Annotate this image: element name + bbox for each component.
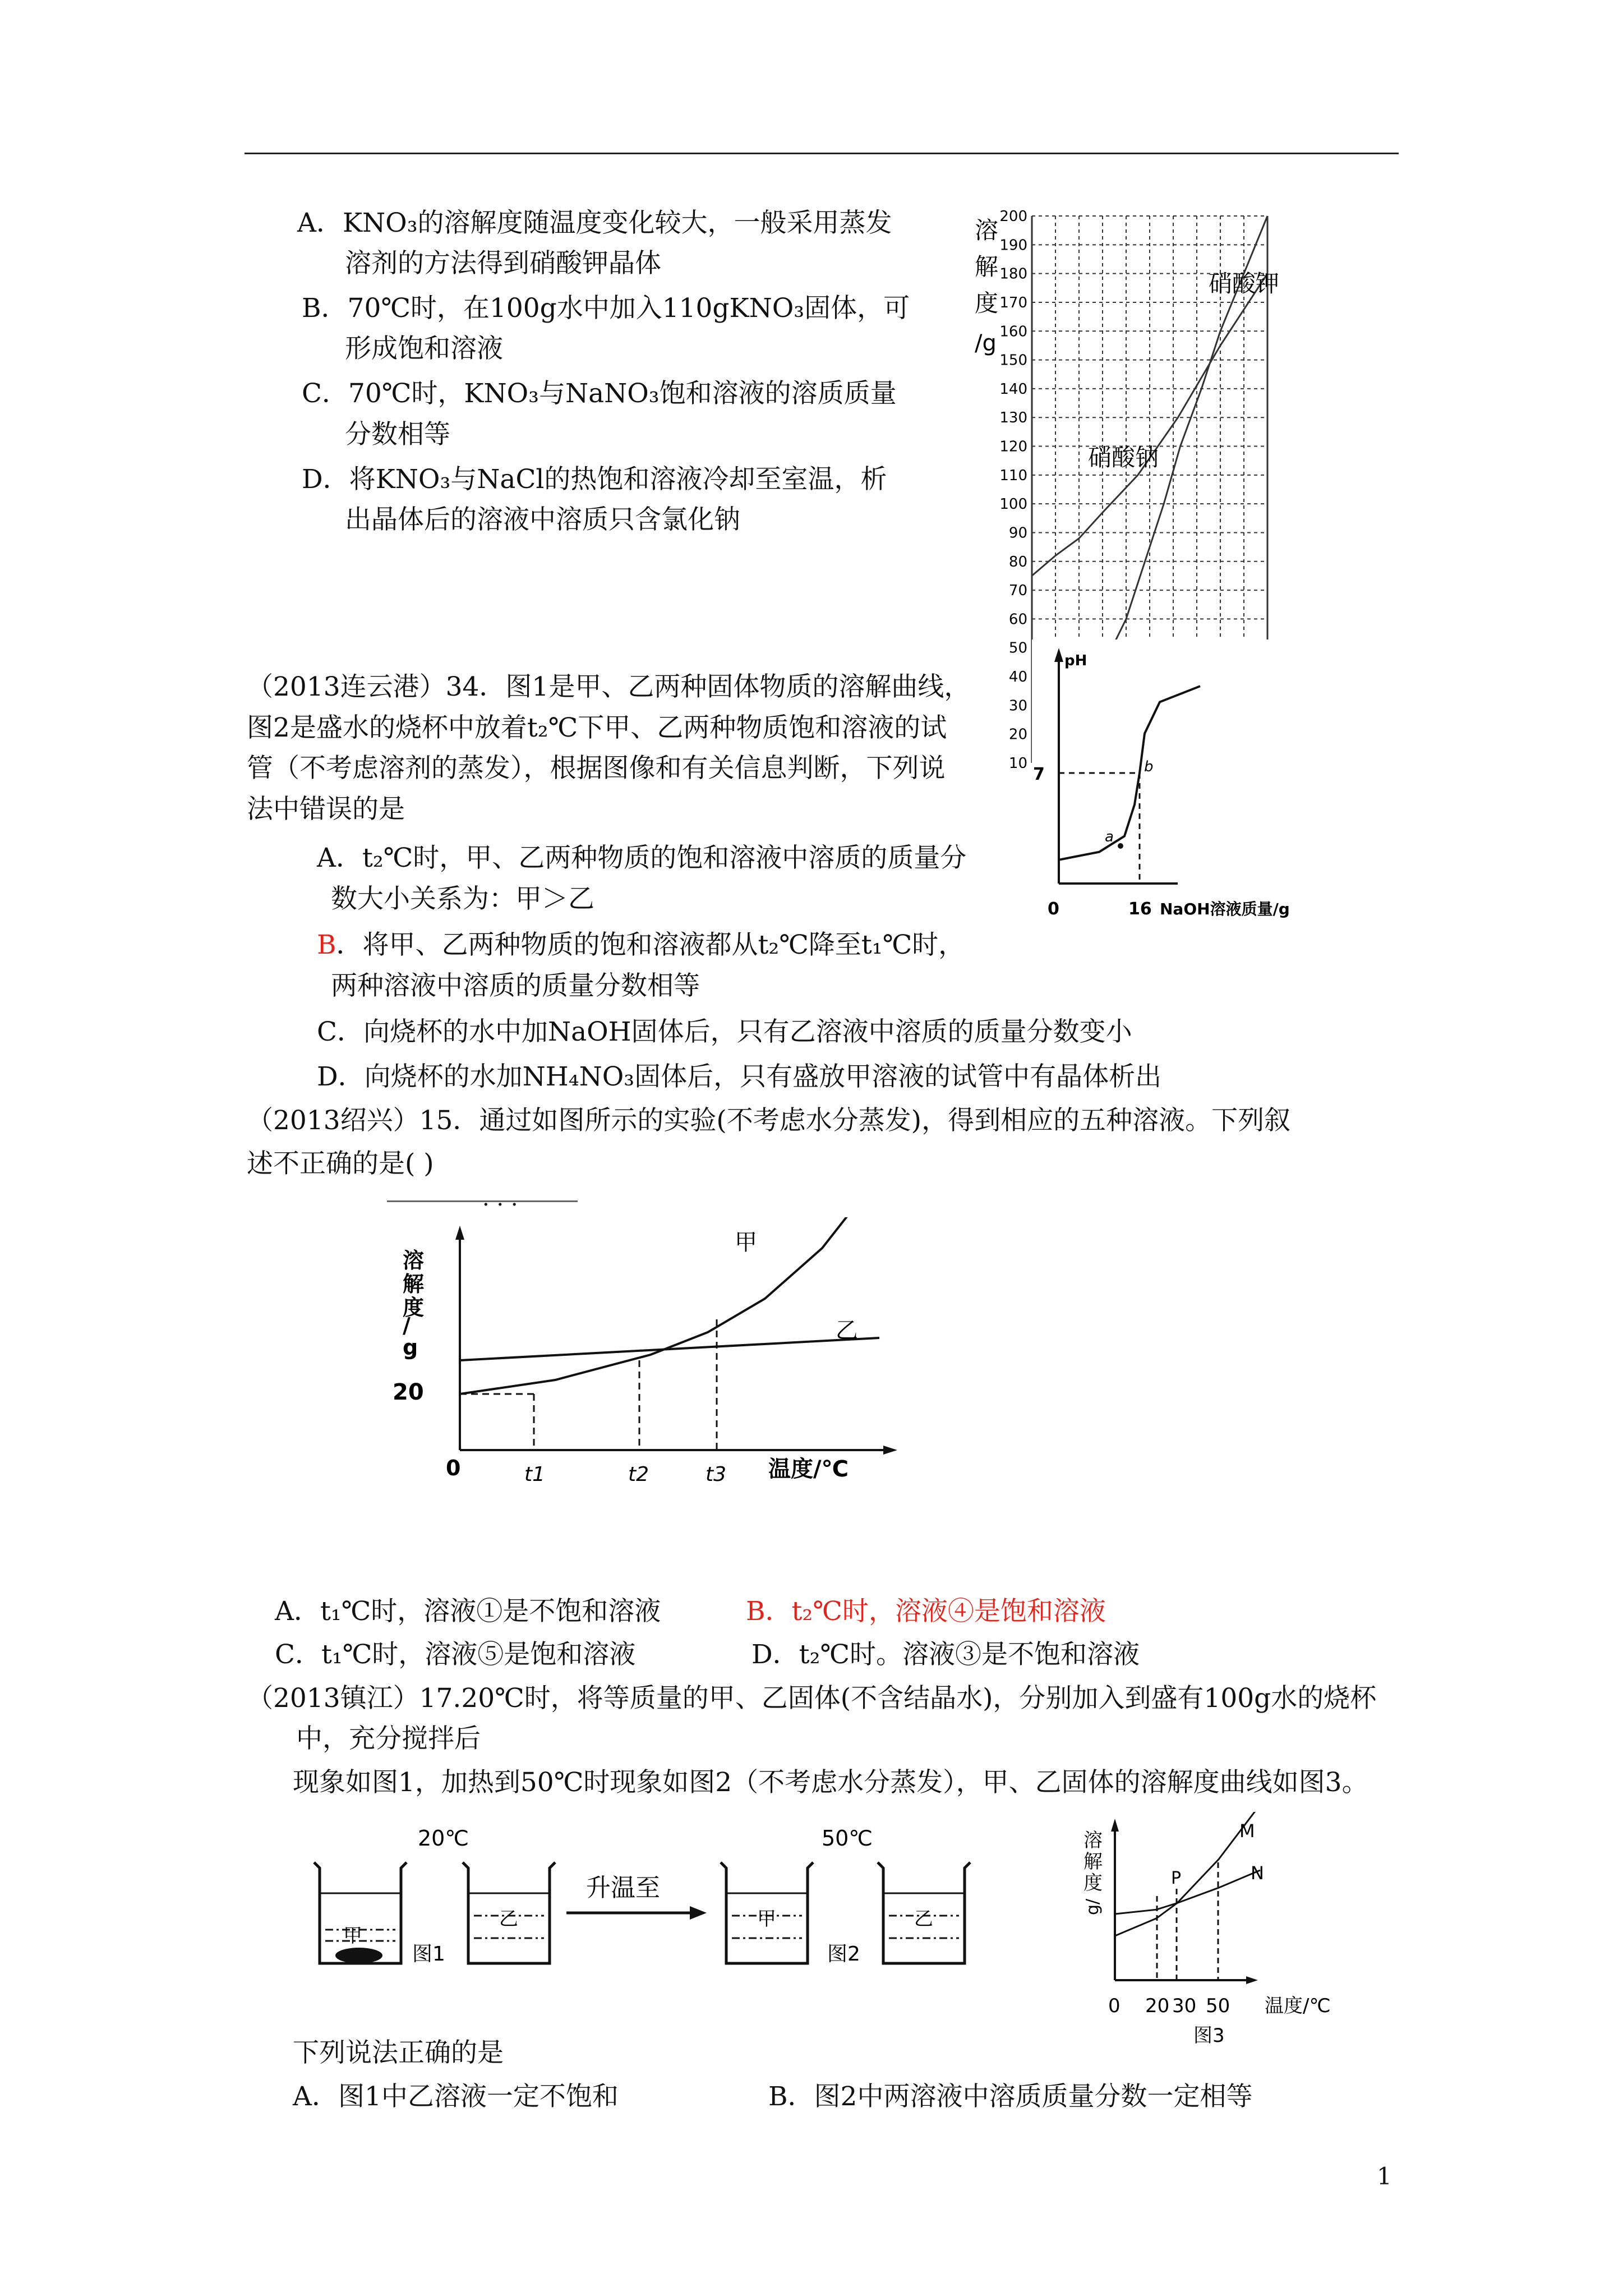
chart3-x-arrow xyxy=(883,1446,897,1455)
chart4-series-m-line xyxy=(1115,1812,1260,1936)
chart1-y-tick: 30 xyxy=(1008,697,1027,715)
chart1-ylabel-char-2: 解 xyxy=(975,253,999,280)
chart3-solubility xyxy=(387,1217,909,1487)
q2-intro-line2: 图2是盛水的烧杯中放着t₂℃下甲、乙两种物质饱和溶液的试 xyxy=(247,712,947,743)
chart1-ylabel-char-1: 溶 xyxy=(975,217,999,244)
q2-intro-line1: （2013连云港）34．图1是甲、乙两种固体物质的溶解曲线， xyxy=(247,671,971,702)
q2-intro-line3: 管（不考虑溶剂的蒸发），根据图像和有关信息判断，下列说 xyxy=(247,753,946,784)
chart3-tick-y20: 20 xyxy=(393,1379,424,1405)
chart3-label-yi: 乙 xyxy=(836,1318,858,1343)
chart4-ylabel-4: g/ xyxy=(1083,1898,1103,1915)
chart1-y-tick: 200 xyxy=(999,208,1027,225)
chart1-y-tick: 120 xyxy=(999,438,1027,455)
chart1-y-tick: 50 xyxy=(1008,639,1027,657)
chart3-tick-t3: t3 xyxy=(706,1463,727,1486)
page-number: 1 xyxy=(1377,2162,1392,2190)
chart1-y-tick: 40 xyxy=(1008,669,1027,686)
chart1-y-tick: 190 xyxy=(999,237,1027,254)
chart1-y-tick: 100 xyxy=(999,496,1027,513)
beaker-3-jia xyxy=(721,1862,813,1963)
q2-intro-line4: 法中错误的是 xyxy=(247,794,405,825)
q1-option-b-line1: B．70℃时，在100g水中加入110gKNO₃固体，可 xyxy=(302,293,910,324)
q4-intro-line3: 现象如图1，加热到50℃时现象如图2（不考虑水分蒸发），甲、乙固体的溶解度曲线如图3。 xyxy=(293,1767,1368,1798)
chart1-y-tick: 70 xyxy=(1008,582,1027,600)
chart1-y-tick: 110 xyxy=(999,467,1027,484)
chart1-y-tick: 140 xyxy=(999,380,1027,398)
chart4-tick-50: 50 xyxy=(1206,1995,1230,2017)
chart1-ylabel-char-3: 度 xyxy=(975,289,999,317)
beaker-4-label: 乙 xyxy=(914,1908,933,1930)
q4-option-b: B．图2中两溶液中溶质质量分数一定相等 xyxy=(768,2081,1253,2112)
chart2-tick-x16: 16 xyxy=(1128,899,1152,919)
chart4-solubility-mn xyxy=(1071,1812,1374,2059)
q4-prompt: 下列说法正确的是 xyxy=(293,2037,504,2068)
chart3-ylabel-1: 溶 xyxy=(403,1248,425,1273)
q1-option-d-line1: D．将KNO₃与NaCl的热饱和溶液冷却至室温，析 xyxy=(302,464,887,495)
chart4-tick-0: 0 xyxy=(1108,1995,1121,2017)
beaker-4-yi xyxy=(878,1862,970,1963)
q1-option-a-line1: A．KNO₃的溶解度随温度变化较大，一般采用蒸发 xyxy=(297,208,892,238)
q3-option-c: C．t₁℃时，溶液⑤是饱和溶液 xyxy=(275,1639,636,1670)
q2-option-c: C．向烧杯的水中加NaOH固体后，只有乙溶液中溶质的质量分数变小 xyxy=(317,1016,1132,1047)
beaker-1-label: 甲 xyxy=(343,1925,362,1947)
chart3-tick-t1: t1 xyxy=(524,1463,546,1486)
chart2-point-a-label: a xyxy=(1105,829,1114,845)
chart4-tick-20: 20 xyxy=(1145,1995,1170,2017)
q4-arrow-label: 升温至 xyxy=(586,1874,660,1902)
chart4-ylabel-2: 解 xyxy=(1083,1851,1103,1873)
chart3-ylabel-5: g xyxy=(403,1335,418,1360)
beaker-2-label: 乙 xyxy=(499,1908,518,1930)
q2-option-a-line1: A．t₂℃时，甲、乙两种物质的饱和溶液中溶质的质量分 xyxy=(317,843,967,873)
chart2-ylabel: pH xyxy=(1064,652,1087,669)
chart4-x-arrow xyxy=(1246,1976,1258,1984)
chart3-xlabel: 温度/℃ xyxy=(768,1456,849,1482)
chart3-ylabel-3: 度 xyxy=(403,1295,425,1320)
q4-option-a: A．图1中乙溶液一定不饱和 xyxy=(293,2081,619,2112)
chart3-y-arrow xyxy=(455,1226,464,1240)
chart1-y-tick: 10 xyxy=(1008,755,1027,772)
q1-option-c-line1: C．70℃时，KNO₃与NaNO₃饱和溶液的溶质质量 xyxy=(302,378,897,409)
chart1-y-tick: 90 xyxy=(1008,524,1027,542)
chart4-point-p: P xyxy=(1171,1869,1182,1888)
chart4-caption: 图3 xyxy=(1193,2024,1225,2047)
q1-option-b-line2: 形成饱和溶液 xyxy=(345,333,503,364)
chart1-y-tick-labels xyxy=(999,208,1027,772)
q4-intro-line1: （2013镇江）17.20℃时，将等质量的甲、乙固体(不含结晶水)，分别加入到盛有100g水的烧杯 xyxy=(247,1683,1377,1714)
chart2-point-a xyxy=(1118,843,1123,849)
q1-option-a-line2: 溶剂的方法得到硝酸钾晶体 xyxy=(345,248,661,279)
chart4-ylabel-3: 度 xyxy=(1083,1872,1103,1894)
q4-temp-50: 50℃ xyxy=(822,1826,873,1851)
chart2-ph-curve xyxy=(1032,639,1363,931)
chart3-series-yi-line xyxy=(460,1338,879,1360)
q4-beakers-figure xyxy=(303,1823,1021,1991)
chart1-y-label xyxy=(975,217,998,356)
q3-option-b: B．t₂℃时，溶液④是饱和溶液 xyxy=(746,1596,1106,1627)
chart1-label-nano3: 硝酸钠 xyxy=(1088,444,1159,471)
q2-option-b-text: ．将甲、乙两种物质的饱和溶液都从t₂℃降至t₁℃时， xyxy=(336,930,965,960)
q4-fig1-caption: 图1 xyxy=(412,1943,445,1966)
q3-intro-line1: （2013绍兴）15．通过如图所示的实验(不考虑水分蒸发)，得到相应的五种溶液。下列叙 xyxy=(247,1105,1291,1136)
chart4-tick-30: 30 xyxy=(1172,1995,1197,2017)
beaker-1-jia xyxy=(314,1862,407,1963)
chart1-ylabel-char-4: /g xyxy=(975,330,997,356)
q2-option-b-line1 xyxy=(317,928,965,962)
q2-option-a-line2: 数大小关系为：甲＞乙 xyxy=(331,884,594,914)
q4-temp-20: 20℃ xyxy=(418,1826,469,1851)
beaker-1-solid xyxy=(335,1948,382,1963)
chart4-label-n: N xyxy=(1251,1862,1264,1884)
chart2-tick-y7: 7 xyxy=(1033,765,1045,784)
q3-dots: · · · xyxy=(482,1192,518,1218)
chart1-y-tick: 60 xyxy=(1008,611,1027,628)
chart3-label-jia: 甲 xyxy=(735,1230,757,1255)
q4-arrow-head xyxy=(690,1906,707,1920)
chart1-y-tick: 180 xyxy=(999,265,1027,283)
q3-option-a: A．t₁℃时，溶液①是不饱和溶液 xyxy=(275,1596,661,1627)
chart4-y-arrow xyxy=(1111,1819,1119,1832)
q2-option-d: D．向烧杯的水加NH₄NO₃固体后，只有盛放甲溶液的试管中有晶体析出 xyxy=(317,1061,1162,1092)
chart2-background xyxy=(1032,639,1363,931)
chart1-y-tick: 150 xyxy=(999,352,1027,369)
chart3-tick-x0: 0 xyxy=(446,1456,461,1480)
beaker-2-yi xyxy=(463,1862,555,1963)
beaker-3-label: 甲 xyxy=(757,1908,776,1930)
q3-option-d: D．t₂℃时。溶液③是不饱和溶液 xyxy=(751,1639,1140,1670)
chart4-ylabel-1: 溶 xyxy=(1083,1829,1103,1852)
q3-intro-line2: 述不正确的是( ) xyxy=(247,1148,434,1179)
header-rule xyxy=(245,153,1399,154)
chart1-y-tick: 20 xyxy=(1008,726,1027,743)
q4-intro-line2: 中，充分搅拌后 xyxy=(296,1723,481,1754)
chart4-xlabel: 温度/℃ xyxy=(1265,1995,1331,2017)
chart3-series-jia-line xyxy=(460,1217,879,1394)
chart1-y-tick: 170 xyxy=(999,294,1027,311)
chart1-y-tick: 80 xyxy=(1008,553,1027,570)
chart1-label-kno3: 硝酸钾 xyxy=(1209,270,1280,297)
chart3-ylabel-2: 解 xyxy=(403,1272,425,1296)
chart2-xlabel: NaOH溶液质量/g xyxy=(1160,900,1290,918)
q4-fig2-caption: 图2 xyxy=(827,1943,860,1966)
q2-option-b-line2: 两种溶液中溶质的质量分数相等 xyxy=(331,970,700,1001)
chart1-y-tick: 160 xyxy=(999,323,1027,341)
q1-option-d-line2: 出晶体后的溶液中溶质只含氯化钠 xyxy=(345,504,740,535)
chart1-y-tick: 130 xyxy=(999,409,1027,427)
chart3-tick-t2: t2 xyxy=(628,1463,649,1486)
chart4-label-m: M xyxy=(1239,1820,1255,1842)
chart2-tick-x0: 0 xyxy=(1048,899,1059,919)
q1-option-c-line2: 分数相等 xyxy=(345,419,450,450)
q2-option-b-letter: B xyxy=(317,930,336,960)
chart2-point-b-label: b xyxy=(1144,758,1154,775)
chart3-ylabel-4: / xyxy=(403,1313,411,1338)
